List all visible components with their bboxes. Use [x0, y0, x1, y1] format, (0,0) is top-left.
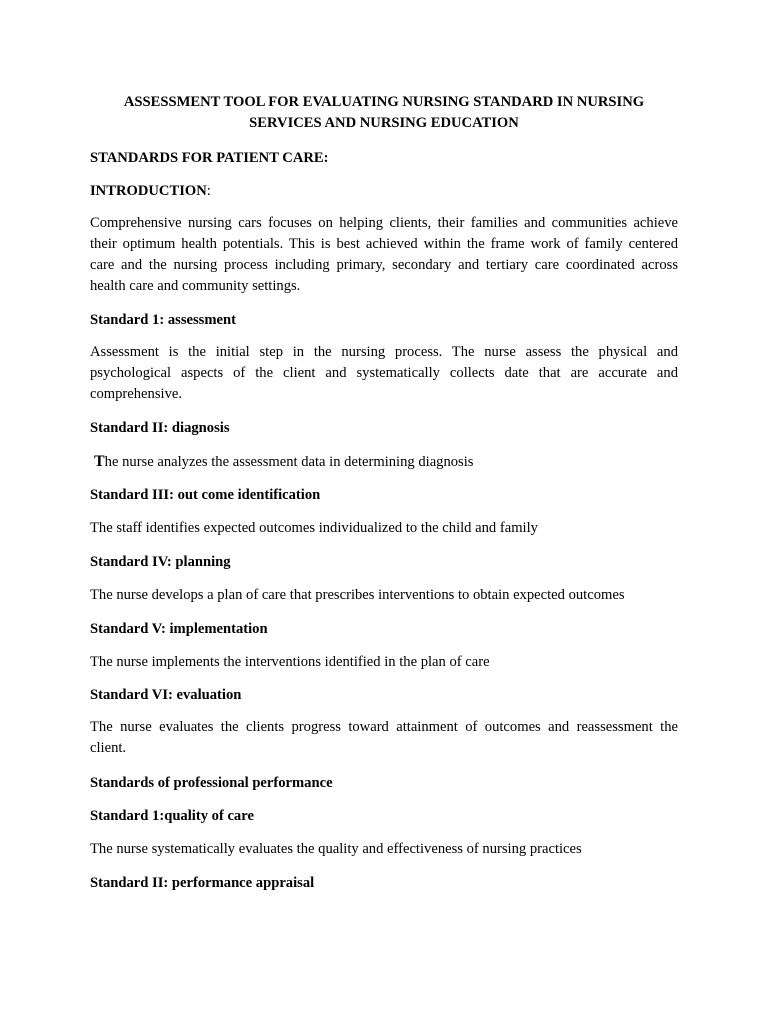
standard-5-text: The nurse implements the interventions identified in the plan of care	[90, 654, 490, 670]
intro-heading-row	[90, 181, 211, 202]
intro-line: care and the nursing process including primary, secondary and tertiary care coordinated across	[90, 257, 678, 273]
standard-6-heading: Standard VI: evaluation	[90, 687, 242, 703]
intro-colon: :	[206, 183, 211, 199]
standard-6-line: The nurse evaluates the clients progress toward attainment of outcomes and reassessment the	[90, 719, 678, 735]
section-heading-patient-care: STANDARDS FOR PATIENT CARE:	[90, 150, 329, 166]
standard-6-paragraph	[90, 717, 678, 759]
standard-2-text-rest: he nurse analyzes the assessment data in determining diagnosis	[104, 454, 474, 470]
standard-1-paragraph	[90, 342, 678, 405]
intro-line: their optimum health potentials. This is best achieved within the frame work of family centered	[90, 236, 678, 252]
intro-line: Comprehensive nursing cars focuses on helping clients, their families and communities achieve	[90, 215, 678, 231]
standard-4-text: The nurse develops a plan of care that prescribes interventions to obtain expected outcomes	[90, 587, 625, 603]
document-title-line-1: ASSESSMENT TOOL FOR EVALUATING NURSING STANDARD IN NURSING	[123, 94, 645, 110]
intro-paragraph	[90, 213, 678, 297]
standard-1-heading: Standard 1: assessment	[90, 312, 236, 328]
intro-heading: INTRODUCTION	[90, 183, 207, 199]
professional-standard-1-heading: Standard 1:quality of care	[90, 808, 254, 824]
standard-1-line: comprehensive.	[90, 386, 182, 402]
standard-6-line: client.	[90, 740, 127, 756]
document-title-line-2: SERVICES AND NURSING EDUCATION	[249, 115, 519, 131]
standard-3-heading: Standard III: out come identification	[90, 487, 321, 503]
standard-4-heading: Standard IV: planning	[90, 554, 231, 570]
section-heading-professional: Standards of professional performance	[90, 775, 333, 791]
standard-3-text: The staff identifies expected outcomes individualized to the child and family	[90, 520, 538, 536]
standard-5-heading: Standard V: implementation	[90, 621, 268, 637]
standard-1-line: Assessment is the initial step in the nursing process. The nurse assess the physical and	[90, 344, 678, 360]
standard-2-heading: Standard II: diagnosis	[90, 420, 230, 436]
standard-1-line: psychological aspects of the client and systematically collects date that are accurate and	[90, 365, 678, 381]
professional-standard-1-text: The nurse systematically evaluates the quality and effectiveness of nursing practices	[90, 841, 582, 857]
standard-2-text	[94, 451, 473, 473]
intro-line: health care and community settings.	[90, 278, 301, 294]
standard-2-drop-letter: T	[94, 453, 105, 470]
professional-standard-2-heading: Standard II: performance appraisal	[90, 875, 315, 891]
